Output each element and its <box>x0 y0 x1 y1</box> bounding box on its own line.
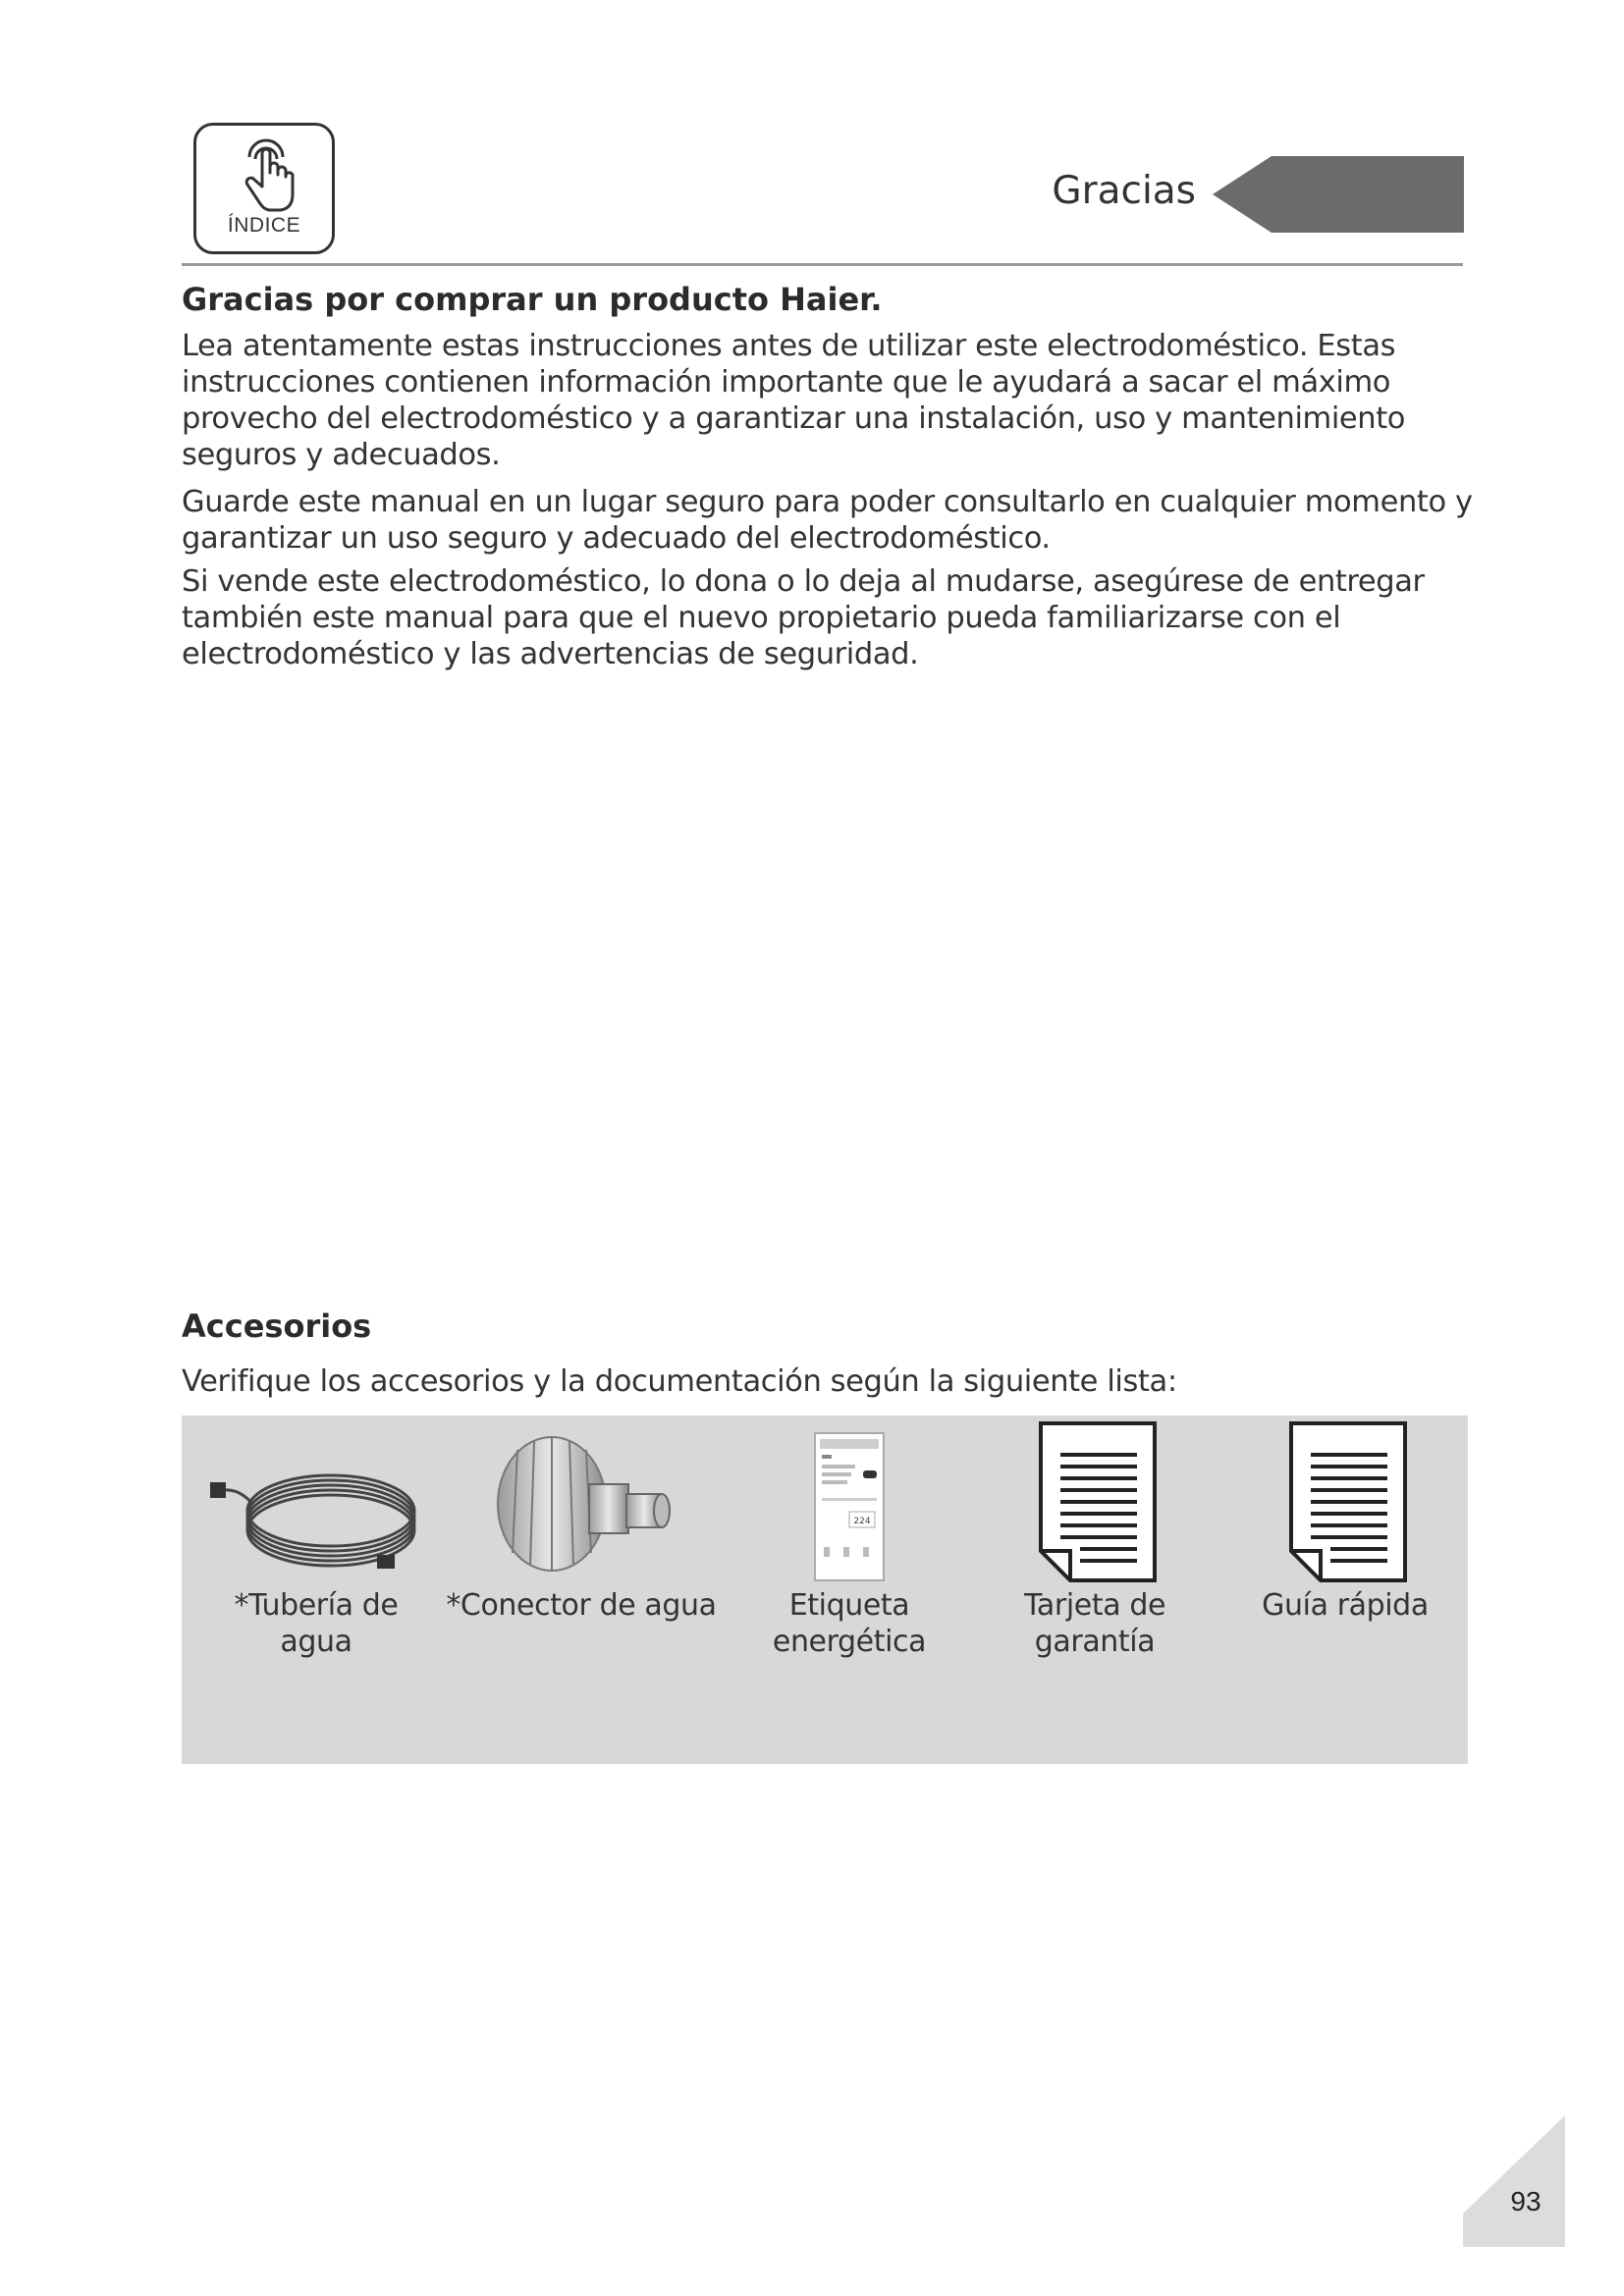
accessory-water-connector <box>439 1415 724 1624</box>
section-arrow-icon <box>1213 156 1464 233</box>
accessory-label: agua <box>280 1625 352 1659</box>
accessory-label: Tarjeta de <box>1023 1588 1166 1623</box>
accessory-label: garantía <box>1034 1625 1156 1659</box>
header-divider <box>182 263 1463 266</box>
energy-label-icon <box>800 1415 898 1587</box>
touch-hand-icon <box>236 133 297 212</box>
index-label: ÍNDICE <box>227 214 301 237</box>
accessory-water-pipe <box>193 1415 439 1660</box>
accessory-label: Etiqueta <box>788 1588 910 1623</box>
page-number: 93 <box>1510 2186 1542 2216</box>
accessory-quick-guide <box>1222 1415 1468 1624</box>
intro-paragraph-3: Si vende este electrodoméstico, lo dona o lo deja al mudarse, asegúrese de entregar también este manual para que el nuevo propietario pueda familiarizarse con el electrodoméstico y las advertencias de seguridad. <box>182 564 1425 671</box>
accessory-label: energética <box>772 1625 927 1659</box>
intro-paragraph-2: Guarde este manual en un lugar seguro para poder consultarlo en cualquier momento y garantizar un uso seguro y adecuado del electrodoméstico. <box>182 485 1473 556</box>
accessory-label: *Conector de agua <box>446 1588 717 1623</box>
accessories-panel <box>182 1415 1468 1764</box>
energy-label-value: 224 <box>853 1517 871 1526</box>
water-connector-icon <box>473 1415 689 1587</box>
intro-heading: Gracias por comprar un producto Haier. <box>182 281 883 318</box>
index-button[interactable] <box>193 123 335 254</box>
water-pipe-icon <box>208 1415 424 1587</box>
document-icon <box>1281 1415 1409 1587</box>
section-title: Gracias <box>1052 169 1196 213</box>
intro-paragraph-1: Lea atentamente estas instrucciones antes de utilizar este electrodoméstico. Estas instrucciones contienen información importante que le ayudará a sacar el máximo provecho del electrodoméstico y a garantizar una instalación, uso y mantenimiento seguros y adecuados. <box>182 329 1406 472</box>
accessories-subtitle: Verifique los accesorios y la documentación según la siguiente lista: <box>182 1364 1177 1399</box>
accessory-label: Guía rápida <box>1262 1588 1429 1623</box>
document-icon <box>1031 1415 1159 1587</box>
accessory-label: *Tubería de <box>234 1588 399 1623</box>
accessories-heading: Accesorios <box>182 1308 372 1345</box>
page-corner-tab <box>1463 2115 1565 2247</box>
accessory-warranty-card <box>972 1415 1218 1660</box>
accessory-energy-label <box>727 1415 972 1660</box>
